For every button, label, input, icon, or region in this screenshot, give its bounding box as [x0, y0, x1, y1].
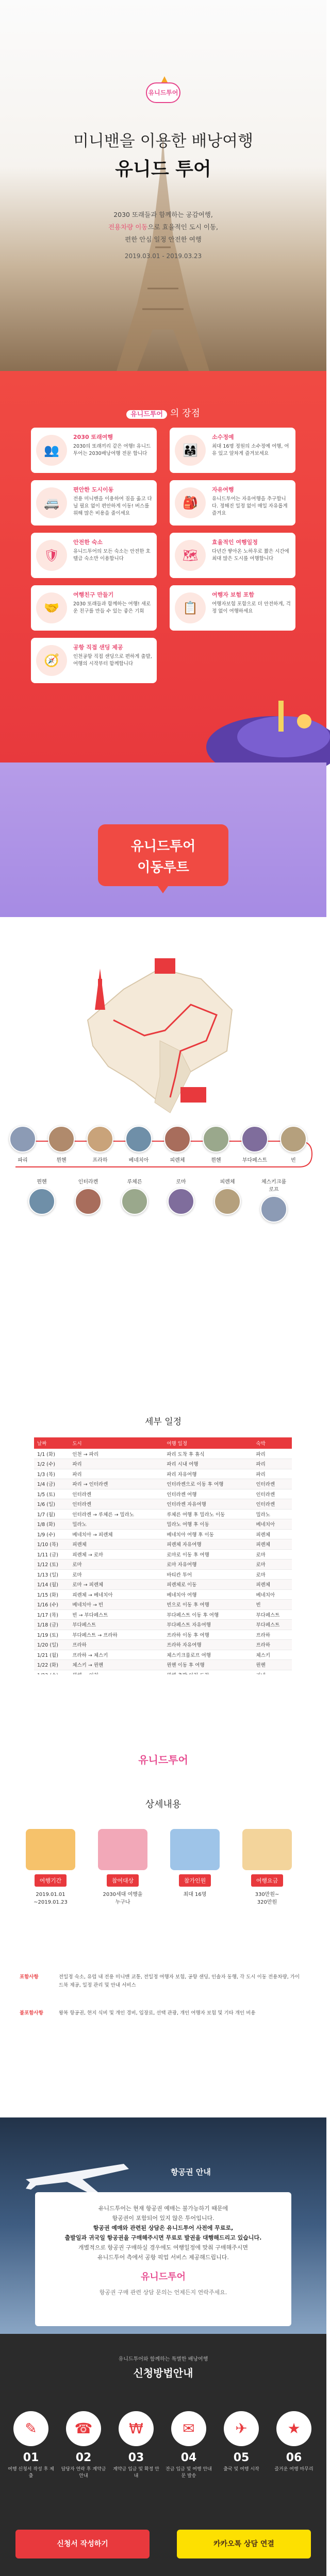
schedule-row — [34, 1539, 292, 1550]
schedule-cell: 파리 도착 후 휴식 — [163, 1449, 253, 1459]
schedule-cell: 파리 — [253, 1469, 292, 1479]
city-name: 부다페스트 — [242, 1158, 268, 1163]
step-number: 02 — [75, 2451, 92, 2464]
step-label: 즐거운 여행 마무리 — [274, 2467, 314, 2472]
city-stop — [241, 1126, 268, 1163]
step-label: 계약금 입금 및 확정 안내 — [113, 2467, 159, 2479]
how-to-apply-section — [0, 2334, 326, 2576]
city-photo — [121, 1188, 148, 1215]
hero-desc-line: 2030 또래들과 함께하는 공감여행, — [113, 211, 213, 218]
schedule-cell: 파리 — [69, 1459, 163, 1469]
schedule-row — [34, 1469, 292, 1479]
schedule-cell: 피렌체 — [253, 1529, 292, 1539]
feature-card — [31, 480, 157, 526]
detail-item — [26, 1829, 75, 1906]
city-name: 빈 — [291, 1158, 296, 1163]
schedule-cell: 부다페스트 — [69, 1620, 163, 1630]
city-stop — [280, 1126, 307, 1163]
route-section — [0, 762, 326, 1674]
hero-desc-line — [0, 221, 326, 233]
city-stop — [48, 1126, 75, 1163]
schedule-cell: 빈 → 부다페스트 — [69, 1609, 163, 1620]
phone-icon: ☎ — [66, 2411, 101, 2446]
flight-text-bold: 항공권 예매와 관련된 상담은 유니드투어 사전에 무료로, — [93, 2225, 234, 2231]
schedule-row — [34, 1529, 292, 1539]
users-small-icon: 👨‍👩‍👧 — [175, 435, 206, 466]
people-icon: 👥 — [36, 435, 67, 466]
schedule-cell: 파리 → 인터라켄 — [69, 1479, 163, 1489]
feature-desc: 최대 16명 정원의 소수정예 여행, 여유 있고 알차게 즐겨보세요 — [212, 444, 289, 456]
schedule-cell: 인터라켄으로 이동 후 여행 — [163, 1479, 253, 1489]
city-stop — [9, 1126, 36, 1163]
schedule-row — [34, 1630, 292, 1640]
step-label: 여행 신청서 작성 후 제출 — [8, 2467, 54, 2479]
schedule-row — [34, 1509, 292, 1519]
detail-value: 330만원~ — [255, 1892, 279, 1897]
city-name: 루체른 — [127, 1179, 142, 1185]
feature-card — [31, 533, 157, 578]
schedule-cell: 바티칸 투어 — [163, 1569, 253, 1580]
city-name: 프라하 — [92, 1158, 108, 1163]
city-photo — [164, 1126, 191, 1153]
feature-card — [170, 428, 295, 473]
schedule-cell: 베네치아 여행 후 이동 — [163, 1529, 253, 1539]
schedule-cell: 부다페스트 — [253, 1609, 292, 1620]
schedule-cell: 로마 자유여행 — [163, 1560, 253, 1570]
schedule-cell: 로마 — [69, 1569, 163, 1580]
schedule-cell: 인터라켄 — [253, 1499, 292, 1510]
schedule-cell: 베네치아 → 빈 — [69, 1600, 163, 1610]
features-title: 의 장점 — [170, 408, 200, 419]
flight-footer: 항공권 구매 관련 상담 문의는 언제든지 연락주세요. — [99, 2289, 227, 2296]
features-header — [0, 406, 326, 419]
schedule-row — [34, 1560, 292, 1570]
kakao-consult-button[interactable]: 카카오톡 상담 연결 — [177, 2530, 311, 2558]
schedule-row — [34, 1569, 292, 1580]
feature-card — [31, 428, 157, 473]
city-stop — [28, 1177, 55, 1218]
city-stop — [87, 1126, 113, 1163]
schedule-cell: 인터라켄 — [69, 1489, 163, 1499]
city-stop — [125, 1126, 152, 1163]
schedule-cell: 피렌체 → 베네치아 — [69, 1589, 163, 1600]
feature-desc: 유니드투어의 모든 숙소는 안전한 호텔급 숙소만 이용합니다 — [73, 549, 151, 562]
schedule-cell: 인터라켄 자유여행 — [163, 1499, 253, 1510]
schedule-cell: 뮌헨 이동 후 여행 — [163, 1660, 253, 1670]
feature-card — [170, 533, 295, 578]
schedule-cell: 체스키크룸로프 여행 — [163, 1650, 253, 1660]
city-photo — [87, 1126, 113, 1153]
detail-value: 누구나 — [115, 1900, 130, 1905]
schedule-header-cell: 여행 일정 — [163, 1437, 253, 1449]
city-stop — [214, 1177, 241, 1218]
city-name: 체스키크룸로프 — [261, 1179, 287, 1193]
schedule-cell: 인터라켄 여행 — [163, 1489, 253, 1499]
detail-item — [170, 1829, 220, 1899]
flight-text: 개별적으로 항공권 구매하실 경우에도 여행일정에 맞춰 구매해주시면 — [78, 2244, 249, 2251]
schedule-cell: 피렌체 → 로마 — [69, 1549, 163, 1560]
schedule-cell: 빈 — [253, 1600, 292, 1610]
schedule-cell: 1/7 (월) — [34, 1509, 69, 1519]
schedule-cell: 1/2 (수) — [34, 1459, 69, 1469]
step-number: 03 — [128, 2451, 144, 2464]
step-number: 05 — [233, 2451, 250, 2464]
brand-logo: 유니드투어 — [146, 82, 180, 103]
feature-card — [170, 585, 295, 631]
include-value: 전일정 숙소, 유럽 내 전용 미니밴 교통, 전일정 여행자 보험, 공항 샌딩, 인솔자 동행, 각 도시 이동 전용차량, 가이드북 제공, 일정 관리 및 안내 서비스 — [59, 1974, 300, 1988]
hero-section — [0, 0, 326, 371]
schedule-row — [34, 1600, 292, 1610]
schedule-cell: 1/16 (수) — [34, 1600, 69, 1610]
insurance-icon: 📋 — [175, 592, 206, 623]
schedule-cell: 부다페스트 → 프라하 — [69, 1630, 163, 1640]
step-number: 01 — [23, 2451, 39, 2464]
plane-icon: ✈ — [224, 2411, 259, 2446]
schedule-cell: 1/20 (일) — [34, 1640, 69, 1650]
city-stop — [75, 1177, 102, 1218]
detail-tag: 참여대상 — [107, 1874, 139, 1887]
schedule-cell: 밀라노 — [253, 1509, 292, 1519]
feature-title: 안전한 숙소 — [73, 539, 103, 546]
schedule-cell: 1/11 (금) — [34, 1549, 69, 1560]
flight-logo: 유니드투어 — [141, 2272, 186, 2282]
how-title: 신청방법안내 — [133, 2367, 193, 2379]
city-name: 뮌헨 — [37, 1179, 47, 1185]
feature-card — [170, 480, 295, 526]
exclude-label: 불포함사항 — [20, 2010, 43, 2016]
schedule-cell: 인터라켄 — [253, 1479, 292, 1489]
schedule-cell: 1/15 (화) — [34, 1589, 69, 1600]
detail-section — [0, 1674, 326, 2117]
city-name: 피렌체 — [170, 1158, 185, 1163]
schedule-cell: 베네치아 → 피렌체 — [69, 1529, 163, 1539]
schedule-row — [34, 1459, 292, 1469]
route-title-1: 유니드투어 — [130, 839, 196, 854]
apply-step — [166, 2411, 212, 2480]
schedule-cell: 1/4 (금) — [34, 1479, 69, 1489]
exclude-note — [20, 2009, 308, 2018]
schedule-cell: 파리 — [253, 1459, 292, 1469]
schedule-row — [34, 1620, 292, 1630]
apply-step — [271, 2411, 317, 2473]
schedule-cell: 베네치아 여행 — [163, 1589, 253, 1600]
flight-text: 유니드투어는 현재 항공권 예매는 불가능하기 때문에 — [98, 2205, 228, 2212]
schedule-row — [34, 1640, 292, 1650]
detail-illustration — [98, 1829, 147, 1870]
hero-desc-text: 으로 효율적인 도시 이동, — [147, 223, 219, 231]
detail-title: 상세내용 — [145, 1799, 182, 1810]
hero-description — [0, 209, 326, 246]
schedule-cell: 부다페스트 이동 후 여행 — [163, 1609, 253, 1620]
schedule-header-cell: 도시 — [69, 1437, 163, 1449]
schedule-cell: 프라하 이동 후 여행 — [163, 1630, 253, 1640]
detail-logo: 유니드투어 — [138, 1754, 188, 1766]
europe-map-illustration — [201, 680, 330, 762]
flight-text: 항공권이 포함되어 있지 않은 투어입니다. — [112, 2215, 214, 2222]
schedule-cell: 1/17 (목) — [34, 1609, 69, 1620]
schedule-title: 세부 일정 — [144, 1417, 182, 1427]
step-label: 출국 및 여행 시작 — [223, 2467, 259, 2472]
schedule-row — [34, 1479, 292, 1489]
apply-step — [60, 2411, 107, 2480]
schedule-row — [34, 1650, 292, 1660]
apply-step — [8, 2411, 54, 2480]
features-section — [0, 371, 326, 762]
city-photo — [214, 1188, 241, 1215]
flight-section — [0, 2117, 326, 2334]
schedule-cell: 프라하 → 체스키 — [69, 1650, 163, 1660]
schedule-cell: 1/18 (금) — [34, 1620, 69, 1630]
schedule-cell: 피렌체 — [69, 1539, 163, 1550]
include-label: 포함사항 — [20, 1974, 39, 1980]
detail-value: 2019.01.01 — [36, 1892, 65, 1897]
feature-title: 편안한 도시이동 — [73, 486, 114, 493]
schedule-cell: 파리 자유여행 — [163, 1469, 253, 1479]
city-stop — [121, 1177, 148, 1218]
schedule-cell: 프라하 자유여행 — [163, 1640, 253, 1650]
feature-desc: 전용 미니밴을 이용하여 짐을 옮고 다닐 필요 없이 편안하게 이동! 버스를 위해 많은 비용을 줄이세요 — [73, 496, 152, 516]
step-label: 잔금 입금 및 여행 안내문 발송 — [166, 2467, 212, 2479]
detail-item — [242, 1829, 292, 1906]
star-icon: ★ — [276, 2411, 311, 2446]
hero-title: 미니밴을 이용한 배낭여행 — [73, 132, 254, 150]
schedule-table — [34, 1437, 292, 1680]
feature-title: 자유여행 — [212, 486, 234, 493]
schedule-cell: 파리 — [69, 1469, 163, 1479]
form-icon: ✎ — [13, 2411, 48, 2446]
how-subtitle: 유니드투어와 함께하는 특별한 배낭여행 — [118, 2357, 208, 2362]
schedule-cell: 루체른 여행 후 밀라노 이동 — [163, 1509, 253, 1519]
schedule-cell: 프라하 — [253, 1640, 292, 1650]
detail-value: ~2019.01.23 — [34, 1900, 68, 1905]
mail-icon: ✉ — [171, 2411, 206, 2446]
guide-icon: 🧭 — [36, 645, 67, 676]
schedule-cell: 1/14 (월) — [34, 1580, 69, 1590]
step-number: 06 — [286, 2451, 302, 2464]
van-icon: 🚐 — [36, 487, 67, 518]
hero-dates: 2019.03.01 - 2019.03.23 — [124, 252, 202, 260]
apply-step — [113, 2411, 159, 2480]
detail-value: 최대 16명 — [183, 1892, 207, 1897]
airplane-icon — [21, 2148, 134, 2195]
features-logo: 유니드투어 — [126, 410, 167, 419]
city-name: 로마 — [176, 1179, 186, 1185]
schedule-row — [34, 1499, 292, 1510]
city-name: 피렌체 — [220, 1179, 235, 1185]
feature-desc: 여행자보험 포함으로 더 안전하게, 걱정 없이 여행하세요 — [212, 601, 291, 614]
city-stop — [168, 1177, 194, 1218]
city-name: 인터라켄 — [78, 1179, 98, 1185]
apply-step — [218, 2411, 265, 2473]
exclude-value: 왕복 항공권, 현지 식비 및 개인 경비, 입장료, 선택 관광, 개인 여행자 보험 및 기타 개인 비용 — [59, 2010, 256, 2016]
schedule-row — [34, 1519, 292, 1530]
city-name: 파리 — [18, 1158, 28, 1163]
schedule-cell: 인터라켄 → 루체른 → 밀라노 — [69, 1509, 163, 1519]
detail-tag: 참가인원 — [179, 1874, 211, 1887]
schedule-row — [34, 1589, 292, 1600]
schedule-row — [34, 1489, 292, 1499]
detail-value: 320만원 — [257, 1900, 277, 1905]
city-photo — [280, 1126, 307, 1153]
safety-icon: 🛡 — [36, 540, 67, 571]
feature-title: 효율적인 여행일정 — [212, 539, 258, 546]
schedule-cell: 부다페스트 자유여행 — [163, 1620, 253, 1630]
payment-icon: ₩ — [119, 2411, 154, 2446]
schedule-cell: 피렌체 — [253, 1580, 292, 1590]
schedule-cell: 1/10 (목) — [34, 1539, 69, 1550]
schedule-cell: 1/9 (수) — [34, 1529, 69, 1539]
schedule-cell: 1/21 (월) — [34, 1650, 69, 1660]
city-photo — [241, 1126, 268, 1153]
city-stop — [203, 1126, 229, 1163]
schedule-cell: 1/12 (토) — [34, 1560, 69, 1570]
schedule-cell: 1/8 (화) — [34, 1519, 69, 1530]
feature-desc: 인천공항 직접 샌딩으로 편하게 출발, 여행의 시작부터 함께합니다 — [73, 654, 152, 667]
hero-desc-highlight: 전용차량 이동 — [108, 223, 148, 231]
schedule-cell: 부다페스트 — [253, 1620, 292, 1630]
feature-desc: 유니드투어는 자유여행을 추구합니다. 정해진 일정 없이 매일 자유롭게 즐겨요 — [212, 496, 288, 516]
feature-desc: 2030 또래들과 함께하는 여행! 새로운 친구를 만들 수 있는 좋은 기회 — [73, 601, 151, 614]
detail-tag: 여행요금 — [251, 1874, 284, 1887]
city-photo — [75, 1188, 102, 1215]
schedule-cell: 프라하 — [69, 1640, 163, 1650]
step-label: 담당자 연락 후 계약금 안내 — [61, 2467, 106, 2479]
schedule-cell: 인터라켄 — [69, 1499, 163, 1510]
route-title-2: 이동루트 — [137, 860, 189, 875]
feature-title: 여행자 보험 포함 — [212, 591, 255, 598]
feature-card — [31, 585, 157, 631]
schedule-cell: 인천 → 파리 — [69, 1449, 163, 1459]
schedule-header-cell: 숙박 — [253, 1437, 292, 1449]
city-photo — [9, 1126, 36, 1153]
detail-illustration — [26, 1829, 75, 1870]
hero-desc-line: 편한 안심 일정 안전한 여행 — [125, 235, 202, 243]
route-panel — [0, 917, 326, 1674]
schedule-cell: 1/22 (화) — [34, 1660, 69, 1670]
feature-desc: 2030의 또래끼리 같은 여행! 유니드투어는 2030배낭여행 전문 합니다 — [73, 444, 151, 456]
feature-title: 여행친구 만들기 — [73, 591, 114, 598]
schedule-cell: 베네치아 — [253, 1589, 292, 1600]
schedule-row — [34, 1660, 292, 1670]
schedule-cell: 1/3 (목) — [34, 1469, 69, 1479]
detail-tag: 여행기간 — [35, 1874, 67, 1887]
schedule-cell: 파리 시내 여행 — [163, 1459, 253, 1469]
schedule-cell: 1/19 (토) — [34, 1630, 69, 1640]
info-icon: 🗺 — [175, 540, 206, 571]
schedule-cell: 뮌헨 — [253, 1660, 292, 1670]
schedule-cell: 인터라켄 — [253, 1489, 292, 1499]
city-name: 베네치아 — [128, 1158, 149, 1163]
schedule-cell: 밀라노 — [69, 1519, 163, 1530]
detail-value: 2030세대 여행을 — [103, 1892, 143, 1897]
city-photo — [48, 1126, 75, 1153]
feature-title: 소수정예 — [212, 434, 234, 440]
schedule-cell: 빈으로 이동 후 여행 — [163, 1600, 253, 1610]
detail-illustration — [242, 1829, 292, 1870]
detail-illustration — [170, 1829, 220, 1870]
schedule-cell: 로마 → 피렌체 — [69, 1580, 163, 1590]
include-note — [20, 1973, 308, 1990]
schedule-cell: 로마 — [253, 1560, 292, 1570]
city-stop — [164, 1126, 191, 1163]
flight-text: 유니드투어 측에서 공항 픽업 서비스 제공해드립니다. — [97, 2254, 229, 2261]
apply-button[interactable]: 신청서 작성하기 — [15, 2530, 150, 2558]
schedule-cell: 피렌체 자유여행 — [163, 1539, 253, 1550]
schedule-cell: 피렌체 — [253, 1539, 292, 1550]
schedule-cell: 1/5 (토) — [34, 1489, 69, 1499]
schedule-cell: 체스키 — [253, 1650, 292, 1660]
feature-desc: 다년간 쌓아온 노하우로 짧은 시간에 최대 많은 도시를 여행합니다 — [212, 549, 289, 562]
city-photo — [168, 1188, 194, 1215]
schedule-cell: 1/6 (일) — [34, 1499, 69, 1510]
hero-brand: 유니드 투어 — [115, 159, 211, 180]
schedule-cell: 피렌체로 이동 — [163, 1580, 253, 1590]
feature-title: 공항 직접 샌딩 제공 — [73, 644, 123, 651]
schedule-row — [34, 1580, 292, 1590]
city-photo — [28, 1188, 55, 1215]
route-map — [77, 948, 248, 1118]
schedule-cell: 체스키 → 뮌헨 — [69, 1660, 163, 1670]
flight-text-bold: 출발일과 귀국일 항공권을 구매해주시면 무료로 발권을 대행해드리고 있습니다. — [64, 2234, 262, 2241]
schedule-cell: 로마 — [69, 1560, 163, 1570]
schedule-header-cell: 날짜 — [34, 1437, 69, 1449]
city-photo — [203, 1126, 229, 1153]
schedule-cell: 파리 — [253, 1449, 292, 1459]
schedule-cell: 1/13 (일) — [34, 1569, 69, 1580]
route-title-box — [98, 824, 228, 886]
city-photo — [260, 1196, 287, 1223]
schedule-row — [34, 1449, 292, 1459]
city-name: 뮌헨 — [56, 1158, 67, 1163]
freedom-icon: 🎒 — [175, 487, 206, 518]
schedule-cell: 베네치아 — [253, 1519, 292, 1530]
schedule-cell: 밀라노 여행 후 이동 — [163, 1519, 253, 1530]
flight-header: 항공권 안내 — [171, 2167, 211, 2177]
schedule-cell: 1/1 (화) — [34, 1449, 69, 1459]
schedule-cell: 로마 — [253, 1549, 292, 1560]
feature-card — [31, 638, 157, 683]
city-stop — [260, 1177, 287, 1226]
schedule-row — [34, 1609, 292, 1620]
city-photo — [125, 1126, 152, 1153]
schedule-cell: 로마 — [253, 1569, 292, 1580]
schedule-cell: 프라하 — [253, 1630, 292, 1640]
feature-title: 2030 또래여행 — [73, 434, 113, 440]
flight-card — [35, 2192, 291, 2326]
schedule-cell: 로마로 이동 후 여행 — [163, 1549, 253, 1560]
detail-item — [98, 1829, 147, 1906]
schedule-row — [34, 1549, 292, 1560]
city-name: 뮌헨 — [211, 1158, 221, 1163]
step-number: 04 — [180, 2451, 197, 2464]
friends-icon: 🤝 — [36, 592, 67, 623]
